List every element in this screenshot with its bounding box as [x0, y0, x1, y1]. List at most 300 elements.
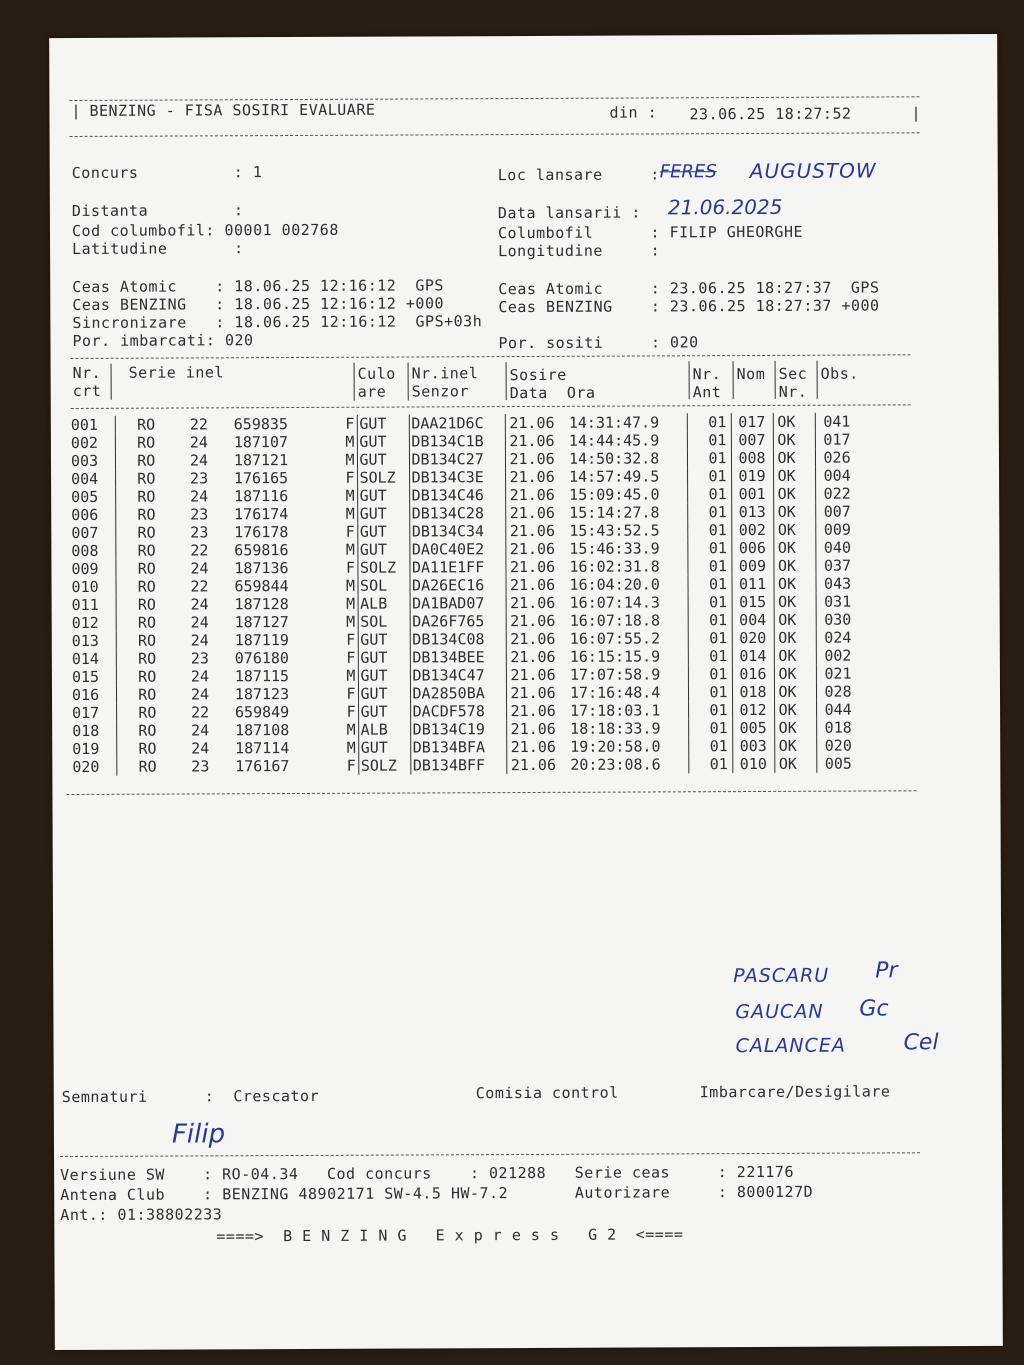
nom-number: 015	[732, 593, 774, 611]
obs-number: 007	[823, 502, 851, 521]
handwritten-name-3: CALANCEA	[735, 1034, 846, 1058]
ring-country: RO	[137, 505, 156, 524]
row-number: 002	[71, 434, 115, 452]
arrival-date: 21.06	[510, 683, 556, 703]
ring-country: RO	[137, 577, 156, 596]
ring-number: 659844	[234, 577, 289, 596]
ring-year: 23	[190, 505, 209, 524]
col-nom: Nom	[736, 364, 766, 384]
color: SOL	[358, 613, 410, 631]
row-number: 016	[72, 686, 116, 704]
sec-status: OK	[774, 611, 816, 629]
signature-mark-2: Gc	[859, 996, 889, 1022]
ring-number: 187115	[234, 667, 290, 686]
handwritten-name-1: PASCARU	[733, 964, 830, 988]
sec-status: OK	[774, 755, 816, 773]
nom-number: 008	[731, 449, 773, 467]
arrival-time: 14:57:49.5	[569, 467, 660, 486]
ring-country: RO	[137, 541, 156, 560]
arrival-date: 21.06	[509, 467, 555, 487]
sec-status: OK	[773, 485, 815, 503]
sex: M	[301, 451, 357, 469]
ring-country: RO	[138, 757, 157, 776]
row-number: 009	[71, 560, 115, 578]
arrival-date: 21.06	[509, 521, 555, 541]
antenna-number: 01	[688, 611, 732, 629]
sex: F	[302, 631, 358, 649]
sensor-id: DAA21D6C	[409, 414, 505, 432]
data-lansarii-label: Data lansarii :	[497, 203, 641, 223]
obs-number: 018	[824, 718, 852, 737]
row-number: 001	[71, 416, 115, 434]
col-culo: Culo	[357, 364, 396, 383]
ring-country: RO	[137, 415, 156, 434]
antenna-number: 01	[687, 467, 731, 485]
nom-number: 012	[732, 701, 774, 719]
obs-number: 009	[823, 520, 851, 539]
arrival-date: 21.06	[510, 629, 556, 649]
ring-country: RO	[137, 433, 156, 452]
ring-country: RO	[138, 685, 157, 704]
header-bar-right: |	[911, 104, 922, 123]
divider	[71, 354, 911, 359]
col-sosire: Sosire	[509, 365, 567, 385]
ring-year: 24	[191, 739, 210, 758]
arrival-date: 21.06	[509, 431, 555, 451]
antenna-number: 01	[688, 629, 732, 647]
sensor-id: DA2850BA	[410, 684, 506, 702]
antenna-number: 01	[688, 719, 732, 737]
color: GUT	[357, 433, 409, 451]
ring-country: RO	[138, 721, 157, 740]
ceas-atomic-start: Ceas Atomic : 18.06.25 12:16:12 GPS	[72, 276, 444, 296]
header-separator	[775, 361, 776, 399]
antenna-number: 01	[688, 647, 732, 665]
obs-number: 024	[824, 628, 852, 647]
col-nr: Nr.	[72, 363, 102, 382]
sex: M	[302, 721, 358, 739]
col-nr-inel: Nr.inel	[411, 364, 479, 383]
ring-year: 24	[190, 667, 209, 686]
col-serie-inel: Serie inel	[128, 363, 224, 382]
arrival-time: 17:16:48.4	[569, 683, 661, 702]
arrival-time: 14:31:47.9	[568, 413, 660, 432]
sec-status: OK	[774, 629, 816, 647]
ring-number: 187107	[233, 433, 289, 452]
sensor-id: DB134BEE	[410, 648, 506, 666]
sex: M	[301, 487, 357, 505]
ring-year: 22	[189, 415, 208, 434]
row-number: 005	[71, 488, 115, 506]
signature-mark-3: Cel	[903, 1030, 939, 1056]
ring-number: 176167	[235, 757, 290, 776]
color: SOLZ	[357, 469, 409, 487]
header-separator	[689, 361, 690, 399]
sensor-id: DACDF578	[410, 702, 506, 720]
color: SOLZ	[358, 757, 410, 775]
col-nr-ant: Nr.	[692, 365, 722, 384]
arrival-time: 14:44:45.9	[568, 431, 660, 450]
col-sec: Sec	[778, 364, 808, 383]
ant-line: Ant.: 01:38802233	[60, 1205, 223, 1225]
ring-number: 187123	[234, 685, 290, 704]
ring-year: 23	[191, 757, 210, 776]
arrival-date: 21.06	[510, 701, 556, 721]
arrival-date: 21.06	[509, 557, 556, 577]
row-number: 011	[72, 596, 116, 614]
arrival-date: 21.06	[509, 575, 556, 595]
ring-country: RO	[137, 487, 156, 506]
obs-number: 004	[823, 466, 851, 485]
ceas-atomic-end: Ceas Atomic : 23.06.25 18:27:37 GPS	[498, 278, 880, 299]
sensor-id: DB134C19	[410, 720, 506, 738]
obs-number: 040	[823, 538, 852, 557]
sensor-id: DA1BAD07	[410, 594, 506, 612]
header-separator	[354, 363, 355, 401]
ring-year: 23	[189, 469, 209, 488]
sec-status: OK	[773, 431, 815, 449]
row-number: 008	[71, 542, 115, 560]
ring-number: 187121	[233, 451, 289, 470]
antenna-number: 01	[687, 503, 731, 521]
nom-number: 009	[731, 557, 773, 575]
arrival-time: 16:07:14.3	[569, 593, 660, 612]
ring-number: 176174	[234, 505, 289, 524]
ring-number: 076180	[234, 649, 289, 668]
arrival-time: 15:46:33.9	[569, 539, 660, 558]
antenna-number: 01	[688, 701, 732, 719]
ring-number: 187119	[234, 631, 289, 650]
arrivals-table	[71, 412, 877, 776]
latitudine-field: Latitudine :	[72, 239, 244, 258]
ring-country: RO	[137, 631, 157, 650]
ring-number: 659835	[233, 415, 288, 434]
ring-year: 24	[190, 631, 209, 650]
ring-year: 22	[191, 703, 210, 722]
ring-year: 24	[189, 433, 208, 452]
nom-number: 011	[731, 575, 773, 593]
antenna-number: 01	[687, 539, 731, 557]
columbofil-field: Columbofil : FILIP GHEORGHE	[497, 222, 804, 243]
header-separator	[733, 361, 734, 399]
obs-number: 002	[824, 646, 852, 665]
color: ALB	[358, 595, 410, 613]
divider	[69, 96, 919, 101]
brand-line: ====> B E N Z I N G E x p r e s s G 2 <====	[216, 1225, 684, 1246]
col-crt: crt	[72, 381, 102, 400]
col-obs: Obs.	[820, 364, 859, 383]
color: GUT	[357, 523, 409, 541]
arrival-time: 15:09:45.0	[569, 485, 660, 504]
ring-year: 23	[190, 523, 209, 542]
color: ALB	[358, 721, 410, 739]
ring-number: 187127	[234, 613, 289, 632]
arrival-time: 18:18:33.9	[570, 719, 661, 738]
arrival-time: 19:20:58.0	[570, 737, 661, 756]
loc-lansare-struck: FERES	[659, 161, 717, 183]
longitudine-field: Longitudine :	[498, 241, 661, 261]
arrival-date: 21.06	[510, 719, 556, 739]
color: GUT	[357, 541, 409, 559]
header-bar-left: |	[71, 101, 82, 120]
ring-country: RO	[138, 703, 157, 722]
sec-status: OK	[773, 521, 815, 539]
row-number: 017	[72, 704, 116, 722]
obs-number: 021	[824, 664, 852, 683]
date-label: din :	[609, 103, 658, 122]
obs-number: 022	[823, 484, 851, 503]
sex: M	[302, 739, 358, 757]
sec-status: OK	[774, 737, 816, 755]
distanta-field: Distanta :	[71, 201, 244, 220]
nom-number: 005	[732, 719, 774, 737]
ring-country: RO	[137, 559, 156, 578]
arrival-time: 15:43:52.5	[569, 521, 660, 540]
arrival-date: 21.06	[510, 737, 556, 757]
nom-number: 001	[731, 485, 773, 503]
handwritten-name-2: GAUCAN	[735, 1000, 824, 1024]
sensor-id: DB134C3E	[409, 468, 505, 486]
ring-number: 187108	[235, 721, 290, 740]
row-number: 013	[72, 632, 116, 650]
ring-country: RO	[137, 613, 157, 632]
sex: M	[301, 433, 357, 451]
row-number: 020	[72, 758, 116, 776]
sincronizare-field: Sincronizare : 18.06.25 12:16:12 GPS+03h	[72, 312, 483, 332]
row-number: 012	[72, 614, 116, 632]
concurs-field: Concurs : 1	[71, 163, 263, 182]
ring-year: 24	[189, 451, 209, 470]
obs-number: 028	[824, 682, 852, 701]
ring-number: 187116	[234, 487, 289, 506]
nom-number: 002	[731, 521, 773, 539]
arrival-date: 21.06	[509, 503, 555, 523]
ring-country: RO	[138, 649, 157, 668]
ceas-benzing-start: Ceas BENZING : 18.06.25 12:16:12 +000	[72, 294, 445, 314]
nom-number: 017	[731, 413, 773, 431]
color: SOL	[357, 577, 409, 595]
sec-status: OK	[774, 593, 816, 611]
header-separator	[817, 361, 818, 399]
ring-year: 24	[190, 613, 209, 632]
sec-status: OK	[773, 503, 815, 521]
color: GUT	[358, 685, 410, 703]
header-separator	[408, 363, 409, 401]
antenna-number: 01	[687, 413, 731, 431]
comisia-control-label: Comisia control	[475, 1083, 619, 1103]
ring-year: 22	[190, 541, 209, 560]
breeder-signature: Filip	[171, 1119, 226, 1150]
sec-status: OK	[773, 575, 815, 593]
arrival-date: 21.06	[509, 413, 555, 433]
header-separator	[506, 362, 507, 400]
divider	[70, 132, 920, 137]
color: GUT	[358, 667, 410, 685]
antenna-number: 01	[688, 683, 732, 701]
evaluation-sheet	[49, 34, 1003, 1350]
ceas-benzing-end: Ceas BENZING : 23.06.25 18:27:37 +000	[498, 296, 880, 317]
obs-number: 031	[824, 592, 852, 611]
data-lansarii-handwritten: 21.06.2025	[667, 194, 783, 220]
sex: F	[302, 649, 358, 667]
ring-year: 24	[190, 559, 209, 578]
divider	[71, 404, 911, 409]
nom-number: 014	[732, 647, 774, 665]
ring-country: RO	[137, 595, 156, 614]
obs-number: 037	[823, 556, 852, 575]
arrival-date: 21.06	[510, 665, 556, 685]
antenna-number: 01	[687, 557, 731, 575]
row-number: 003	[71, 452, 115, 470]
sec-status: OK	[773, 557, 815, 575]
arrival-date: 21.06	[509, 539, 556, 559]
color: GUT	[357, 415, 409, 433]
sec-status: OK	[774, 719, 816, 737]
color: GUT	[357, 505, 409, 523]
obs-number: 030	[824, 610, 852, 629]
ring-country: RO	[137, 523, 156, 542]
sec-status: OK	[774, 665, 816, 683]
sensor-id: DB134C08	[410, 630, 506, 648]
arrival-date: 21.06	[510, 593, 556, 613]
nom-number: 020	[732, 629, 774, 647]
sec-status: OK	[774, 647, 816, 665]
arrival-date: 21.06	[509, 449, 555, 469]
color: GUT	[357, 487, 409, 505]
sex: M	[302, 595, 358, 613]
sec-status: OK	[773, 467, 815, 485]
obs-number: 041	[823, 412, 851, 431]
ring-number: 176165	[233, 469, 289, 488]
row-number: 006	[71, 506, 115, 524]
antenna-number: 01	[688, 593, 732, 611]
por-sositi-field: Por. sositi : 020	[498, 333, 699, 353]
cod-columbofil-field: Cod columbofil: 00001 002768	[71, 220, 339, 240]
obs-number: 005	[824, 754, 852, 773]
antenna-number: 01	[687, 431, 731, 449]
sex: F	[301, 559, 357, 577]
antenna-number: 01	[688, 755, 732, 773]
ring-number: 187114	[235, 739, 290, 758]
sensor-id: DB134BFF	[410, 756, 506, 774]
sensor-id: DB134C1B	[409, 432, 505, 450]
sensor-id: DA26EC16	[409, 576, 505, 594]
loc-lansare-handwritten: AUGUSTOW	[749, 158, 877, 184]
arrival-time: 16:04:20.0	[569, 575, 660, 594]
loc-lansare-label: Loc lansare :	[497, 165, 660, 185]
nom-number: 010	[732, 755, 774, 773]
sex: F	[302, 757, 358, 775]
table-row	[72, 754, 876, 776]
por-imbarcati-field: Por. imbarcati: 020	[72, 331, 254, 350]
arrival-time: 20:23:08.6	[570, 755, 661, 774]
color: GUT	[358, 631, 410, 649]
sensor-id: DA11E1FF	[409, 558, 505, 576]
obs-number: 017	[823, 430, 851, 449]
ring-year: 24	[190, 685, 210, 704]
nom-number: 007	[731, 431, 773, 449]
arrival-time: 14:50:32.8	[568, 449, 660, 468]
ring-year: 24	[190, 595, 209, 614]
ring-number: 187136	[234, 559, 289, 578]
nom-number: 016	[732, 665, 774, 683]
row-number: 018	[72, 722, 116, 740]
color: GUT	[358, 703, 410, 721]
arrival-time: 16:07:55.2	[569, 629, 661, 648]
sec-status: OK	[773, 413, 815, 431]
semnaturi-label: Semnaturi : Crescator	[61, 1086, 320, 1107]
nom-number: 019	[731, 467, 773, 485]
sex: M	[302, 667, 358, 685]
antenna-number: 01	[687, 575, 731, 593]
row-number: 007	[71, 524, 115, 542]
sec-status: OK	[774, 701, 816, 719]
sex: M	[301, 577, 357, 595]
ring-year: 24	[190, 487, 209, 506]
color: GUT	[358, 739, 410, 757]
antenna-number: 01	[687, 485, 731, 503]
sensor-id: DB134C27	[409, 450, 505, 468]
obs-number: 043	[823, 574, 852, 593]
obs-number: 044	[824, 700, 852, 719]
sec-status: OK	[774, 683, 816, 701]
ring-year: 23	[190, 649, 209, 668]
ring-country: RO	[138, 739, 157, 758]
ring-country: RO	[137, 469, 156, 488]
ring-country: RO	[138, 667, 157, 686]
sex: F	[301, 415, 357, 433]
antena-line: Antena Club : BENZING 48902171 SW-4.5 HW-7.2 Autorizare : 8000127D	[60, 1182, 814, 1205]
nom-number: 004	[732, 611, 774, 629]
sensor-id: DB134C47	[410, 666, 506, 684]
arrival-time: 16:15:15.9	[569, 647, 661, 666]
nom-number: 013	[731, 503, 773, 521]
sensor-id: DA0C40E2	[409, 540, 505, 558]
sensor-id: DA26F765	[410, 612, 506, 630]
arrival-date: 21.06	[509, 485, 555, 505]
arrival-date: 21.06	[510, 647, 556, 667]
row-number: 019	[72, 740, 116, 758]
sex: M	[301, 541, 357, 559]
header-separator	[111, 364, 112, 400]
sex: F	[301, 469, 357, 487]
antenna-number: 01	[688, 737, 732, 755]
versiune-line: Versiune SW : RO-04.34 Cod concurs : 021288 Serie ceas : 221176	[60, 1162, 795, 1185]
nom-number: 018	[732, 683, 774, 701]
arrival-date: 21.06	[510, 755, 557, 775]
col-data-ora: Data Ora	[509, 383, 596, 403]
row-number: 004	[71, 470, 115, 488]
arrival-date: 21.06	[510, 611, 556, 631]
sex: M	[301, 505, 357, 523]
ring-year: 24	[191, 721, 210, 740]
ring-number: 659816	[234, 541, 289, 560]
color: SOLZ	[357, 559, 409, 577]
col-sec-nr: Nr.	[778, 382, 808, 401]
sensor-id: DB134C34	[409, 522, 505, 540]
ring-number: 187128	[234, 595, 289, 614]
col-are: are	[357, 382, 387, 401]
row-number: 015	[72, 668, 116, 686]
sheet-title: BENZING - FISA SOSIRI EVALUARE	[89, 100, 376, 120]
antenna-number: 01	[687, 449, 731, 467]
col-ant: Ant	[692, 383, 722, 402]
divider	[66, 790, 916, 795]
sex: F	[301, 523, 357, 541]
sex: F	[302, 685, 358, 703]
arrival-time: 15:14:27.8	[569, 503, 660, 522]
sec-status: OK	[773, 539, 815, 557]
